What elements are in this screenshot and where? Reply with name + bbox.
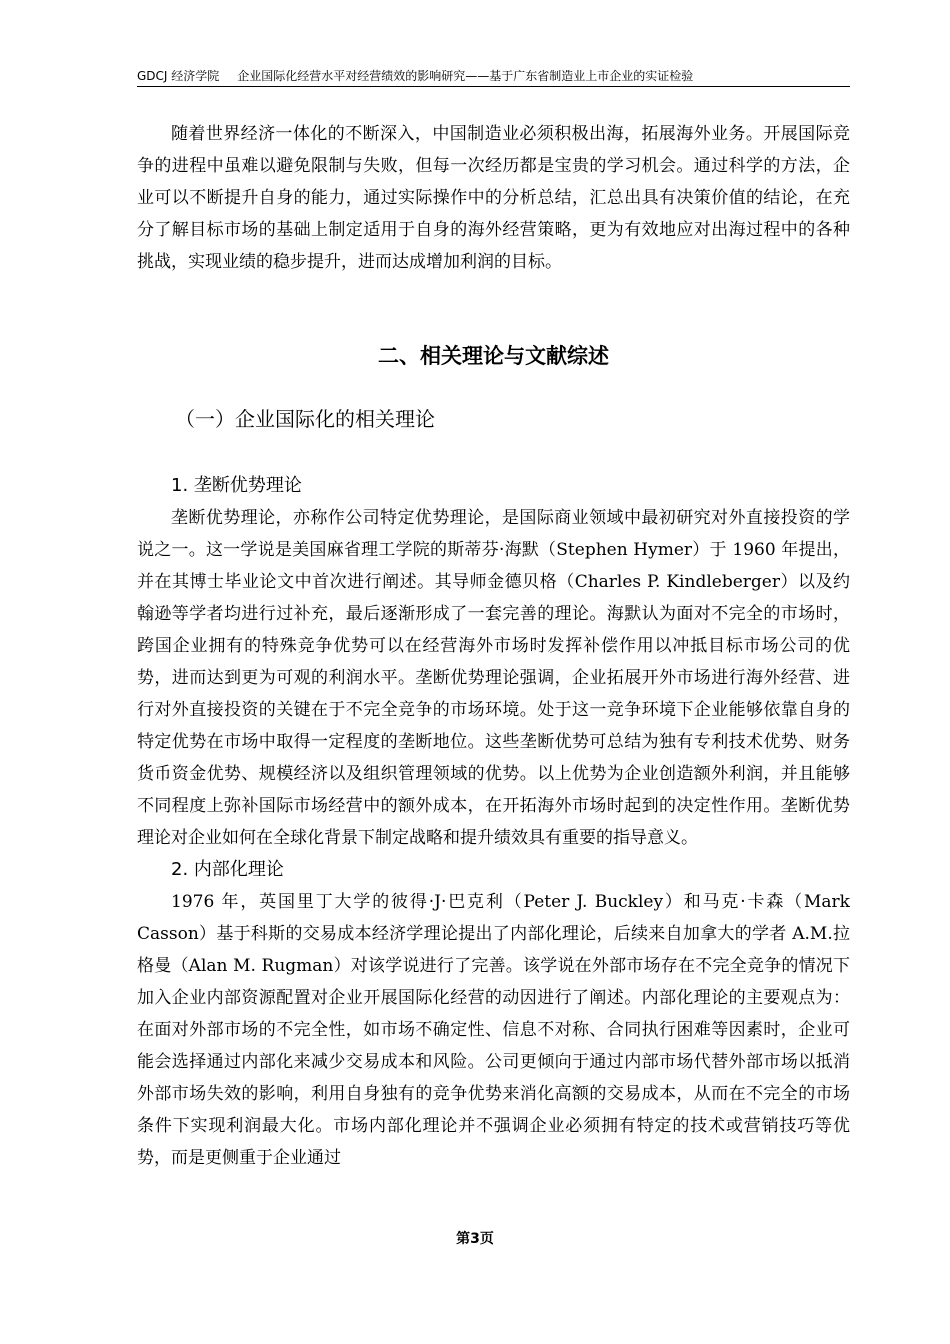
subsection-title-monopoly: 1. 垄断优势理论: [171, 475, 302, 496]
theories-section: [137, 470, 850, 1174]
page-number: 第3页: [456, 1231, 494, 1247]
running-header: [137, 66, 850, 87]
intro-paragraph: 随着世界经济一体化的不断深入，中国制造业必须积极出海，拓展海外业务。开展国际竞争的进程中虽难以避免限制与失败，但每一次经历都是宝贵的学习机会。通过科学的方法，企业可以不断提升自身的能力，通过实际操作中的分析总结，汇总出具有决策价值的结论，在充分了解目标市场的基础上制定适用于自身的海外经营策略，更为有效地应对出海过程中的各种挑战，实现业绩的稳步提升，进而达成增加利润的目标。: [137, 124, 850, 272]
paragraph-internalization-theory: 1976 年，英国里丁大学的彼得·J·巴克利（Peter J. Buckley）和马克·卡森（Mark Casson）基于科斯的交易成本经济学理论提出了内部化理论，后续来自加拿大的学者 A.M.拉格曼（Alan M. Rugman）对该学说进行了完善。该学说在外部市场存在不完全竞争的情况下加入企业内部资源配置对企业开展国际化经营的动因进行了阐述。内部化理论的主要观点为：在面对外部市场的不完全性，如市场不确定性、信息不对称、合同执行困难等因素时，企业可能会选择通过内部化来减少交易成本和风险。公司更倾向于通过内部市场代替外部市场以抵消外部市场失效的影响，利用自身独有的竞争优势来消化高额的交易成本，从而在不完全的市场条件下实现利润最大化。市场内部化理论并不强调企业必须拥有特定的技术或营销技巧等优势，而是更侧重于企业通过: [137, 892, 850, 1168]
paragraph-monopoly-theory: 垄断优势理论，亦称作公司特定优势理论，是国际商业领域中最初研究对外直接投资的学说之一。这一学说是美国麻省理工学院的斯蒂芬·海默（Stephen Hymer）于 1960 年提出，并在其博士毕业论文中首次进行阐述。其导师金德贝格（Charles P. Kindleberger）以及约翰逊等学者均进行过补充，最后逐渐形成了一套完善的理论。海默认为面对不完全的市场时，跨国企业拥有的特殊竞争优势可以在经营海外市场时发挥补偿作用以冲抵目标市场公司的优势，进而达到更为可观的利润水平。垄断优势理论强调，企业拓展开外市场进行海外经营、进行对外直接投资的关键在于不完全竞争的市场环境。处于这一竞争环境下企业能够依靠自身的特定优势在市场中取得一定程度的垄断地位。这些垄断优势可总结为独有专利技术优势、财务货币资金优势、规模经济以及组织管理领域的优势。以上优势为企业创造额外利润，并且能够不同程度上弥补国际市场经营中的额外成本，在开拓海外市场时起到的决定性作用。垄断优势理论对企业如何在全球化背景下制定战略和提升绩效具有重要的指导意义。: [137, 508, 850, 848]
intro-section: [137, 118, 850, 278]
section-title: （一）企业国际化的相关理论: [175, 407, 435, 431]
subsection-title-internalization: 2. 内部化理论: [171, 859, 284, 880]
chapter-title: 二、相关理论与文献综述: [378, 344, 609, 368]
header-school: GDCJ 经济学院: [137, 69, 220, 83]
header-title: 企业国际化经营水平对经营绩效的影响研究——基于广东省制造业上市企业的实证检验: [237, 69, 694, 83]
